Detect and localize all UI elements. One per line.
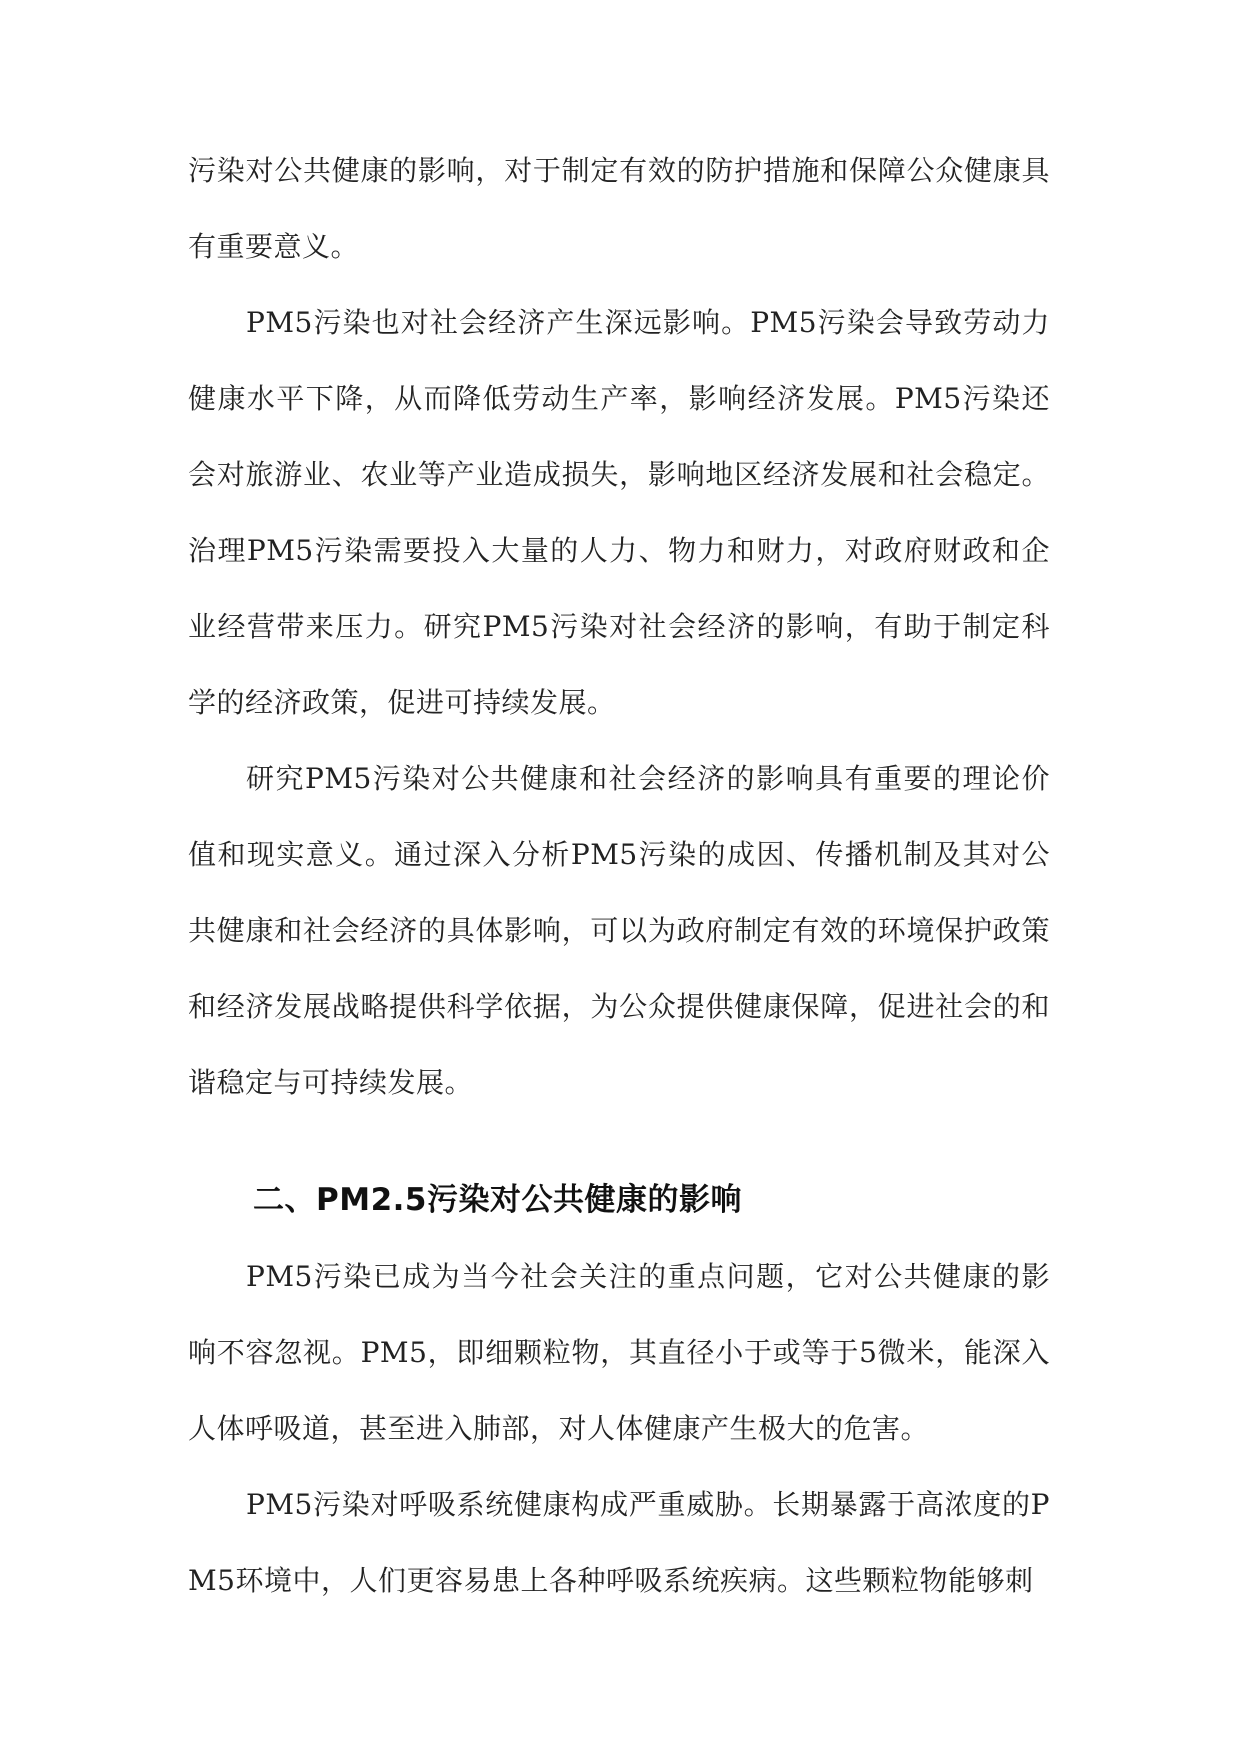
paragraph-socioeconomic-impact: PM5污染也对社会经济产生深远影响。PM5污染会导致劳动力健康水平下降，从而降低劳动生产率，影响经济发展。PM5污染还会对旅游业、农业等产业造成损失，影响地区经济发展和社会稳定。治理PM5污染需要投入大量的人力、物力和财力，对政府财政和企业经营带来压力。研究PM5污染对社会经济的影响，有助于制定科学的经济政策，促进可持续发展。 [188,306,1050,719]
paragraph-respiratory-threat: PM5污染对呼吸系统健康构成严重威胁。长期暴露于高浓度的PM5环境中，人们更容易患上各种呼吸系统疾病。这些颗粒物能够刺 [188,1488,1050,1597]
paragraph-continuation: 污染对公共健康的影响，对于制定有效的防护措施和保障公众健康具有重要意义。 [188,154,1050,263]
section-heading: 二、PM2.5污染对公共健康的影响 [253,1182,742,1218]
document-body [188,133,1050,1619]
paragraph-research-significance: 研究PM5污染对公共健康和社会经济的影响具有重要的理论价值和现实意义。通过深入分析PM5污染的成因、传播机制及其对公共健康和社会经济的具体影响，可以为政府制定有效的环境保护政策和经济发展战略提供科学依据，为公众提供健康保障，促进社会的和谐稳定与可持续发展。 [188,762,1050,1099]
paragraph-pm-overview: PM5污染已成为当今社会关注的重点问题，它对公共健康的影响不容忽视。PM5，即细颗粒物，其直径小于或等于5微米，能深入人体呼吸道，甚至进入肺部，对人体健康产生极大的危害。 [188,1260,1050,1445]
